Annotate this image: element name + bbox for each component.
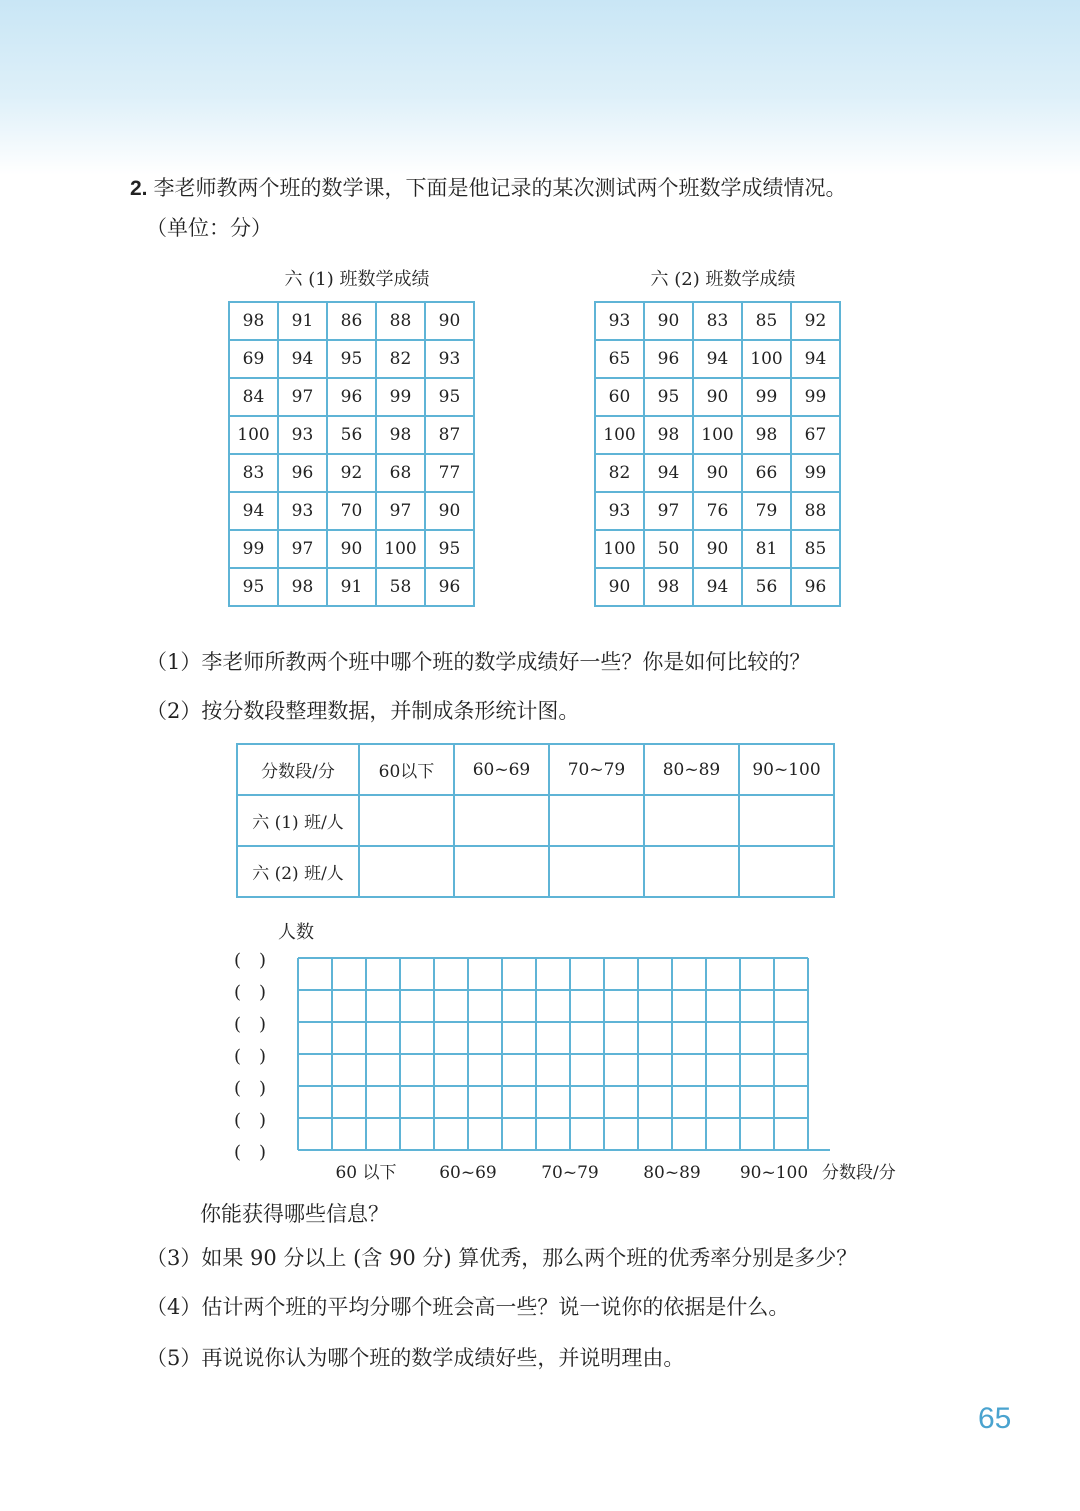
info-prompt: 你能获得哪些信息？ [200,1202,389,1226]
score-cell: 65 [595,340,644,378]
x-axis-label: 分数段/分 [822,1163,896,1183]
score-cell: 100 [693,416,742,454]
score-cell: 96 [644,340,693,378]
score-cell: 95 [327,340,376,378]
score-row [595,302,840,340]
score-cell: 100 [376,530,425,568]
segment-row-label: 六 (1) 班/人 [237,795,359,846]
question-number: 2. [130,177,148,200]
score-cell: 90 [693,530,742,568]
score-cell: 100 [595,530,644,568]
score-cell: 93 [278,416,327,454]
x-tick-label: 60~69 [439,1163,497,1183]
score-cell: 90 [327,530,376,568]
subquestion-2: （2）按分数段整理数据，并制成条形统计图。 [146,699,580,723]
score-cell: 97 [278,530,327,568]
score-cell: 100 [229,416,278,454]
score-cell: 99 [742,378,791,416]
segment-row-class2 [237,846,834,897]
score-cell: 94 [791,340,840,378]
score-cell: 58 [376,568,425,606]
score-row [229,530,474,568]
score-cell: 93 [595,492,644,530]
score-cell: 88 [791,492,840,530]
score-cell: 82 [595,454,644,492]
score-cell: 98 [742,416,791,454]
score-cell: 90 [425,492,474,530]
subquestion-5: （5）再说说你认为哪个班的数学成绩好些，并说明理由。 [146,1346,685,1370]
x-tick-label: 70~79 [541,1163,599,1183]
score-cell: 90 [693,454,742,492]
score-cell: 92 [327,454,376,492]
score-cell: 70 [327,492,376,530]
score-cell: 93 [595,302,644,340]
score-cell: 98 [376,416,425,454]
score-cell: 92 [791,302,840,340]
score-cell: 98 [644,568,693,606]
segment-header-cell: 60~69 [454,744,549,795]
unit-note: （单位：分） [146,216,272,240]
score-cell: 60 [595,378,644,416]
score-cell: 69 [229,340,278,378]
class1-score-table [228,301,475,607]
score-row [595,530,840,568]
subquestion-3: （3）如果 90 分以上 (含 90 分) 算优秀，那么两个班的优秀率分别是多少？ [146,1246,858,1270]
score-cell: 96 [278,454,327,492]
score-row [595,454,840,492]
score-row [229,492,474,530]
score-cell: 96 [425,568,474,606]
score-cell: 77 [425,454,474,492]
score-cell: 97 [278,378,327,416]
score-cell: 100 [742,340,791,378]
y-tick-placeholder[interactable]: ( ) [234,1078,267,1099]
score-cell: 94 [278,340,327,378]
score-cell: 95 [644,378,693,416]
score-cell: 90 [425,302,474,340]
segment-blank-cell[interactable] [549,846,644,897]
score-cell: 84 [229,378,278,416]
score-cell: 98 [278,568,327,606]
segment-blank-cell[interactable] [454,846,549,897]
score-cell: 97 [376,492,425,530]
score-cell: 91 [278,302,327,340]
y-tick-placeholder[interactable]: ( ) [234,1110,267,1131]
score-row [595,492,840,530]
segment-row-class1 [237,795,834,846]
segment-header-cell: 90~100 [739,744,834,795]
score-cell: 66 [742,454,791,492]
score-cell: 99 [229,530,278,568]
x-tick-label: 60 以下 [335,1163,397,1183]
segment-blank-cell[interactable] [549,795,644,846]
segment-header-cell: 70~79 [549,744,644,795]
score-cell: 90 [644,302,693,340]
score-cell: 85 [742,302,791,340]
y-axis-label: 人数 [278,922,314,943]
segment-header-row [237,744,834,795]
score-cell: 83 [693,302,742,340]
y-tick-placeholder[interactable]: ( ) [234,1046,267,1067]
score-row [229,340,474,378]
score-row [229,568,474,606]
x-tick-label: 90~100 [739,1163,809,1183]
score-cell: 95 [425,378,474,416]
header-band [0,0,1080,175]
score-cell: 68 [376,454,425,492]
score-cell: 56 [327,416,376,454]
score-cell: 85 [791,530,840,568]
score-row [595,340,840,378]
score-row [595,416,840,454]
score-cell: 98 [644,416,693,454]
y-tick-placeholder[interactable]: ( ) [234,1142,267,1163]
score-cell: 97 [644,492,693,530]
segment-blank-cell[interactable] [739,795,834,846]
segment-row-label: 六 (2) 班/人 [237,846,359,897]
y-tick-placeholder[interactable]: ( ) [234,1014,267,1035]
segment-blank-cell[interactable] [644,795,739,846]
score-cell: 82 [376,340,425,378]
class2-score-table [594,301,841,607]
score-cell: 94 [644,454,693,492]
score-cell: 81 [742,530,791,568]
score-cell: 95 [425,530,474,568]
segment-blank-cell[interactable] [739,846,834,897]
score-cell: 93 [425,340,474,378]
segment-blank-cell[interactable] [454,795,549,846]
score-cell: 96 [327,378,376,416]
score-cell: 91 [327,568,376,606]
score-cell: 50 [644,530,693,568]
score-cell: 83 [229,454,278,492]
score-cell: 79 [742,492,791,530]
score-cell: 96 [791,568,840,606]
score-cell: 76 [693,492,742,530]
score-cell: 94 [229,492,278,530]
score-row [229,302,474,340]
segment-header-cell: 60以下 [359,744,454,795]
score-row [229,416,474,454]
score-row [229,378,474,416]
bar-chart-grid [230,915,930,1190]
score-cell: 90 [693,378,742,416]
score-cell: 99 [791,454,840,492]
class1-caption: 六 (1) 班数学成绩 [284,269,430,290]
segment-blank-cell[interactable] [359,795,454,846]
segment-blank-cell[interactable] [359,846,454,897]
y-tick-placeholder[interactable]: ( ) [234,982,267,1003]
score-row [595,378,840,416]
score-cell: 95 [229,568,278,606]
page-number: 65 [978,1402,1012,1435]
question-title [130,172,847,202]
score-cell: 88 [376,302,425,340]
question-text: 李老师教两个班的数学课，下面是他记录的某次测试两个班数学成绩情况。 [153,176,847,200]
subquestion-4: （4）估计两个班的平均分哪个班会高一些？说一说你的依据是什么。 [146,1295,790,1319]
class2-caption: 六 (2) 班数学成绩 [650,269,796,290]
score-row [595,568,840,606]
score-cell: 56 [742,568,791,606]
score-cell: 67 [791,416,840,454]
score-cell: 93 [278,492,327,530]
score-cell: 99 [376,378,425,416]
score-row [229,454,474,492]
score-cell: 90 [595,568,644,606]
score-cell: 87 [425,416,474,454]
y-tick-placeholder[interactable]: ( ) [234,950,267,971]
score-cell: 100 [595,416,644,454]
score-cell: 86 [327,302,376,340]
segment-table [236,743,835,898]
x-tick-label: 80~89 [643,1163,701,1183]
segment-blank-cell[interactable] [644,846,739,897]
score-cell: 94 [693,568,742,606]
score-cell: 98 [229,302,278,340]
score-cell: 99 [791,378,840,416]
segment-header-cell: 分数段/分 [237,744,359,795]
score-cell: 94 [693,340,742,378]
subquestion-1: （1）李老师所教两个班中哪个班的数学成绩好一些？你是如何比较的？ [146,650,811,674]
segment-header-cell: 80~89 [644,744,739,795]
